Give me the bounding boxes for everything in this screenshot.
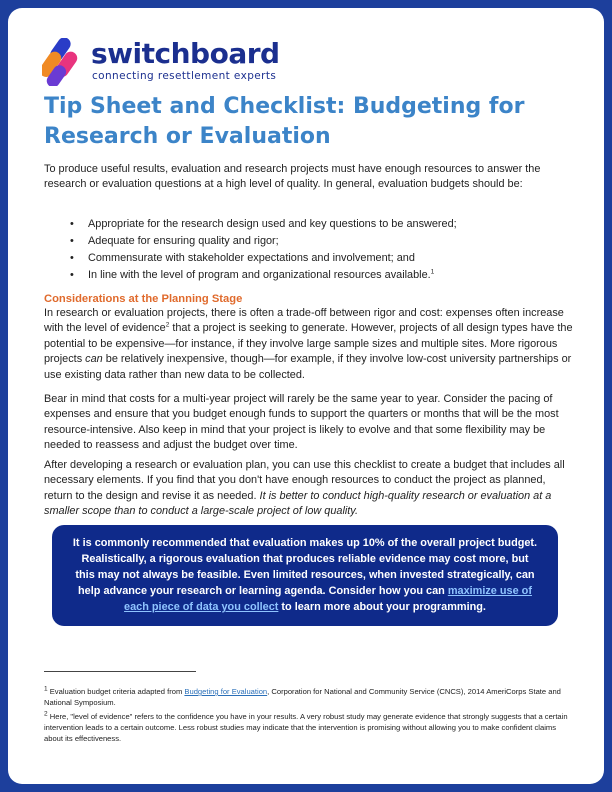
footnote-divider [44,671,196,672]
footnote-ref[interactable]: 2 [165,321,170,329]
callout-text: It is commonly recommended that evaluation makes up 10% of the overall project budget. Realistically, a rigorous evaluation that produces reliable evidence may cost more, but this may not always be feasible. Even limited resources, when invested strategically, can help advance your research or learning agenda. Consider how you can maximize use of each piece of data you collect to learn more about your programming. [72,537,538,613]
bullet-icon: • [70,235,74,247]
maximize-data-link[interactable]: maximize use of each piece of data you collect [124,585,532,613]
page-title: Tip Sheet and Checklist: Budgeting for Research or Evaluation [44,94,525,149]
section-heading: Considerations at the Planning Stage [44,293,243,305]
list-item: • In line with the level of program and organizational resources available.$^1$ [44,267,576,284]
planning-paragraph-2: Bear in mind that costs for a multi-year project will rarely be the same year to year. Consider the pacing of expenses and ensure that you budget enough funds to support the quarters or months that will be the most resource-intensive. Also keep in mind that your project is likely to evolve and that some flexibility may be needed to reassess and adjust the budget over time. [44,393,559,452]
bullet-icon: • [70,269,74,281]
list-item: • Commensurate with stakeholder expectations and involvement; and [44,250,576,267]
list-item: • Adequate for ensuring quality and rigor; [44,233,576,250]
planning-paragraph-1: In research or evaluation projects, there is often a trade-off between rigor and cost: expenses often increase with the level of evidence$^2$ that a project is seeking to generate. However, projects of all design types have the potential to be expensive—for instance, if they involve large sample sizes and multiple sites. More rigorous projects can be relatively inexpensive, though—for example, if they involve low-cost university partnerships or use existing data rather than new data to be collected. [44,307,573,381]
footnote-ref[interactable]: 1 [430,268,435,276]
intro-paragraph: To produce useful results, evaluation and research projects must have enough resources to answer the research or evaluation questions at a high level of quality. In general, evaluation budgets should be: [44,163,541,191]
budgeting-for-evaluation-link[interactable]: Budgeting for Evaluation [184,687,268,696]
planning-paragraph-3: After developing a research or evaluation plan, you can use this checklist to create a budget that includes all necessary elements. If you find that you don't have enough resources to conduct the project as planned, return to the design and revise it as needed. It is better to conduct high-quality research or evaluation at a smaller scope than to conduct a large-scale project of low quality. [44,459,565,518]
budget-criteria-list [44,216,576,284]
callout-box [52,525,558,626]
bullet-icon: • [70,252,74,264]
list-item: • Appropriate for the research design used and key questions to be answered; [44,216,576,233]
footnote-2: $^2$ Here, "level of evidence" refers to the confidence you have in your results. A very robust study may generate evidence that strongly suggests that a certain intervention leads to a certain outcome. Less robust studies may indicate that the intervention is promising without allowing you to make confident claims about its effectiveness. [44,710,568,744]
footnote-1: $^1$ Evaluation budget criteria adapted from Budgeting for Evaluation, Corporation for National and Community Service (CNCS), 2014 AmeriCorps State and National Symposium. [44,685,561,708]
brand-name: switchboard [91,37,280,70]
switchboard-logo-icon [42,38,82,86]
switchboard-logo [42,38,282,90]
bullet-icon: • [70,218,74,230]
brand-tagline: connecting resettlement experts [92,70,277,82]
document-page [8,8,604,784]
